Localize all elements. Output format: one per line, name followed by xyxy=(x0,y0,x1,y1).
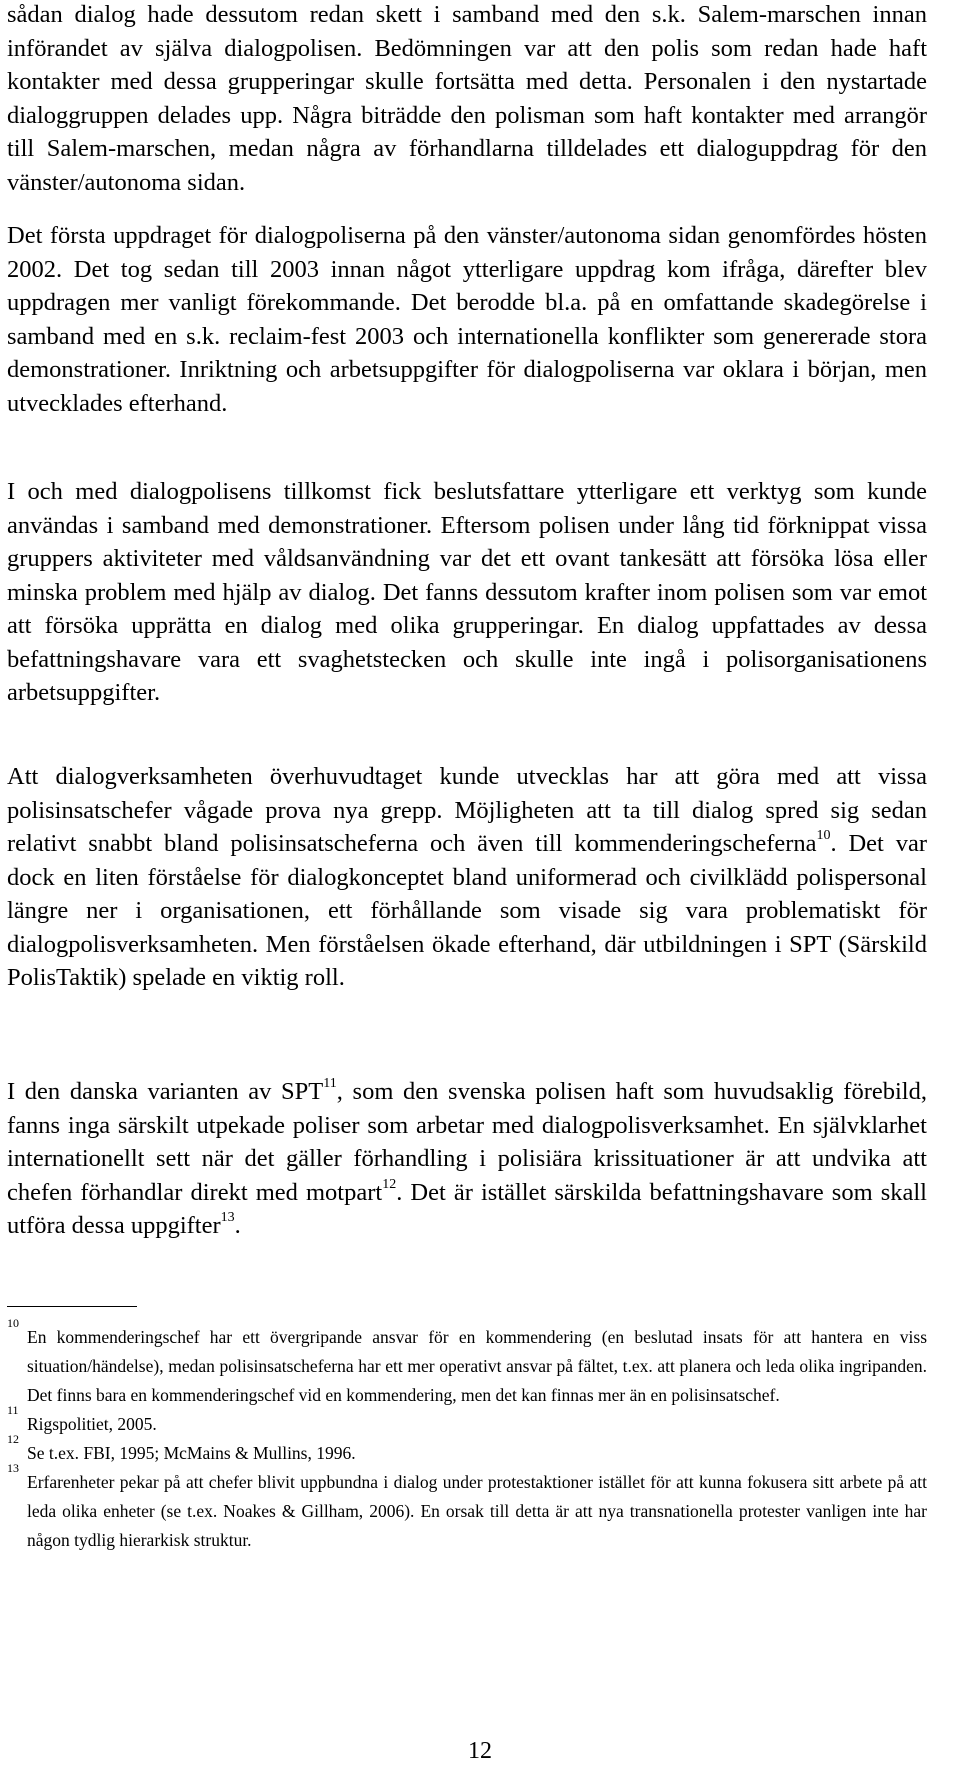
footnote-text: Se t.ex. FBI, 1995; McMains & Mullins, 1996. xyxy=(27,1443,356,1463)
footnote-number: 13 xyxy=(7,1461,19,1475)
footnote-text: En kommenderingschef har ett övergripande ansvar för en kommendering (en beslutad insats för att hantera en viss situation/händelse), medan polisinsatscheferna har ett mer operativt ansvar på fältet, t.ex. att planera och leda olika ingripanden. Det finns bara en kommenderingschef vid en kommendering, men det kan finnas mer än en polisinsatschef. xyxy=(27,1327,927,1405)
paragraph-text: sådan dialog hade dessutom redan skett i samband med den s.k. Salem-marschen innan införandet av själva dialogpolisen. Bedömningen var att den polis som redan hade haft kontakter med dessa grupperingar skulle fortsätta med detta. Personalen i den nystartade dialoggruppen delades upp. Några biträdde den polisman som haft kontakter med arrangör till Salem-marschen, medan några av förhandlarna tilldelades ett dialoguppdrag för den vänster/autonoma sidan. xyxy=(7,1,927,196)
footnote-text: Rigspolitiet, 2005. xyxy=(27,1414,157,1434)
paragraph-text-part: I den danska varianten av SPT xyxy=(7,1078,324,1105)
paragraph-1 xyxy=(7,0,927,199)
paragraph-text-part: . Det är istället särskilda befattningshavare som skall utföra dessa uppgifter xyxy=(7,1178,927,1239)
paragraph-text: I och med dialogpolisens tillkomst fick beslutsfattare ytterligare ett verktyg som kunde användas i samband med demonstrationer. Eftersom polisen under lång tid förknippat vissa gruppers aktiviteter med våldsanvändning var det ett ovant tankesätt att försöka lösa eller minska problem med hjälp av dialog. Det fanns dessutom krafter inom polisen som var emot att försöka upprätta en dialog med olika grupperingar. En dialog uppfattades av dessa befattningshavare vara ett svaghetstecken och skulle inte ingå i polisorganisationens arbetsuppgifter. xyxy=(7,478,927,706)
paragraph-text-part: . Det var dock en liten förståelse för dialogkonceptet bland uniformerad och civilklädd polispersonal längre ner i organisationen, ett förhållande som visade sig vara problematiskt för dialogpolisverksamheten. Men förståelsen ökade efterhand, där utbildningen i SPT (Särskild PolisTaktik) spelade en viktig roll. xyxy=(7,830,927,991)
footnote-text: Erfarenheter pekar på att chefer blivit uppbundna i dialog under protestaktioner istället för att kunna fokusera sitt arbete på att leda olika enheter (se t.ex. Noakes & Gillham, 2006). En orsak till detta är att nya transnationella protester vanligen inte har någon tydlig hierarkisk struktur. xyxy=(27,1472,927,1550)
paragraph-text xyxy=(7,760,927,995)
paragraph-2 xyxy=(7,219,927,420)
paragraph-5 xyxy=(7,1075,927,1243)
footnote xyxy=(7,1461,927,1555)
footnote xyxy=(7,1432,927,1468)
footnote-reference[interactable]: 11 xyxy=(323,1076,337,1091)
footnote xyxy=(7,1316,927,1410)
paragraph-text-part: . xyxy=(234,1212,241,1239)
footnote-number: 12 xyxy=(7,1432,19,1446)
paragraph-4 xyxy=(7,760,927,995)
footnote-separator xyxy=(7,1306,137,1307)
footnote-number: 10 xyxy=(7,1316,19,1330)
footnote xyxy=(7,1403,927,1439)
page-number: 12 xyxy=(468,1738,492,1764)
paragraph-text: Det första uppdraget för dialogpoliserna på den vänster/autonoma sidan genomfördes hösten 2002. Det tog sedan till 2003 innan något ytterligare uppdrag kom ifråga, därefter blev uppdragen mer vanligt förekommande. Det berodde bl.a. på en omfattande skadegörelse i samband med en s.k. reclaim-fest 2003 och internationella konflikter som genererade stora demonstrationer. Inriktning och arbetsuppgifter för dialogpoliserna var oklara i början, men utvecklades efterhand. xyxy=(7,222,927,417)
paragraph-text xyxy=(7,1075,927,1243)
footnotes xyxy=(7,1316,927,1555)
footnote-reference[interactable]: 10 xyxy=(816,828,831,843)
footnote-number: 11 xyxy=(7,1403,19,1417)
paragraph-text-part: Att dialogverksamheten överhuvudtaget kunde utvecklas har att göra med att vissa polisinsatschefer vågade prova nya grepp. Möjligheten att ta till dialog spred sig sedan relativt snabbt bland polisinsatscheferna och även till kommenderingscheferna xyxy=(7,763,927,857)
footnote-reference[interactable]: 12 xyxy=(382,1176,397,1192)
footnote-reference[interactable]: 13 xyxy=(220,1210,235,1225)
paragraph-3 xyxy=(7,475,927,710)
paragraph-text-part: , som den svenska polisen haft som huvudsaklig förebild, fanns inga särskilt utpekade poliser som arbetar med dialogpolisverksamhet. En självklarhet internationellt sett när det gäller förhandling i polisiära krissituationer är att undvika att chefen förhandlar direkt med motpart xyxy=(7,1078,927,1206)
